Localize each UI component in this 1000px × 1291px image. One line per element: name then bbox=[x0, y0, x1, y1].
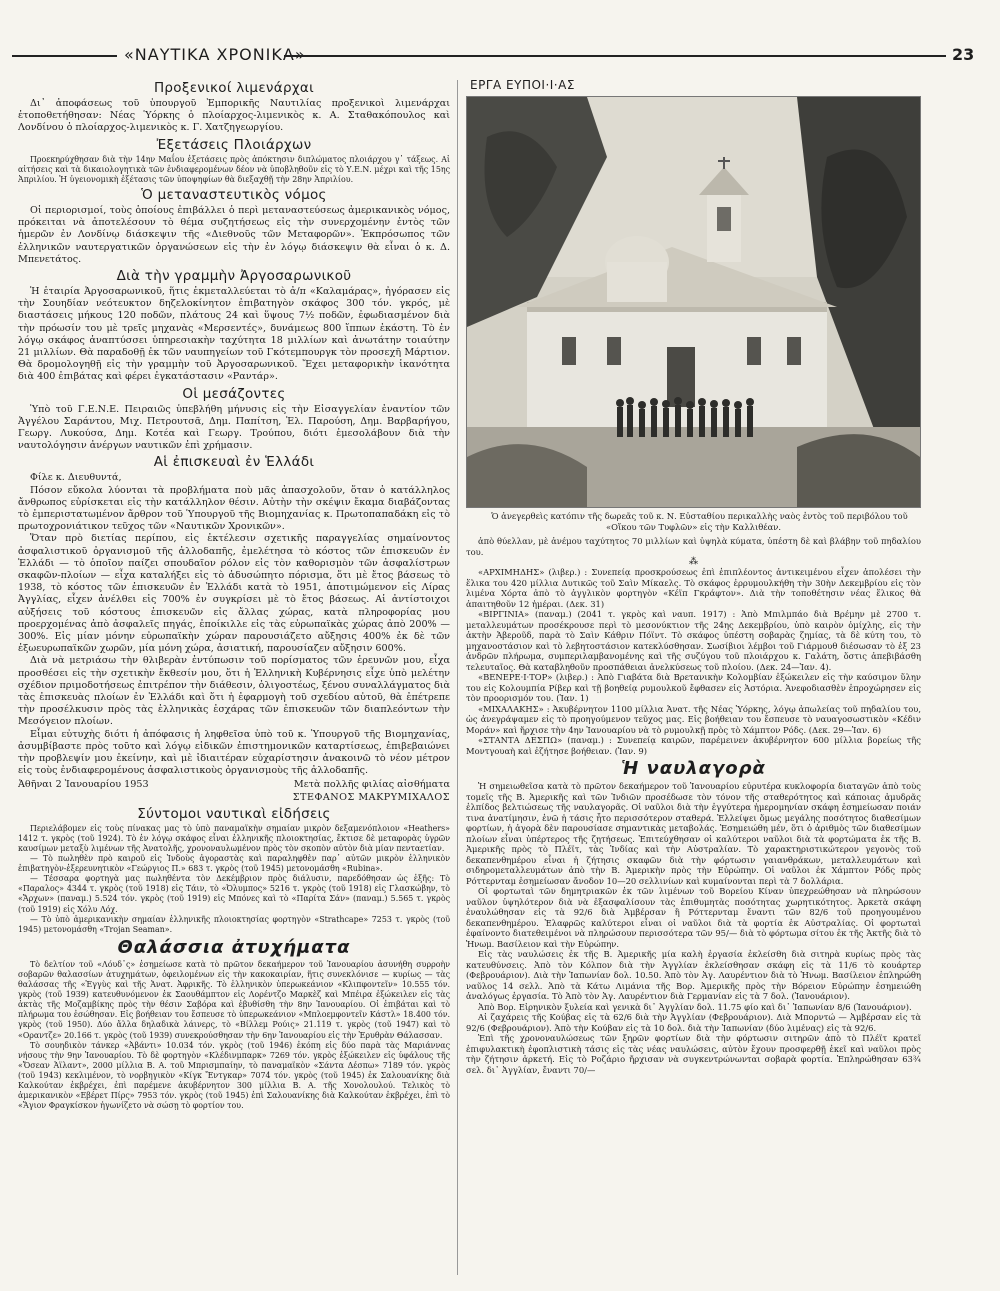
news-item: Περιελάβομεν εἰς τοὺς πίνακας μας τὸ ὑπὸ παναμαϊκὴν σημαίαν μικρὸν δεξαμενόπλοιον «Heathers» 1412 τ. γκρὸς (τοῦ 1924). Τὸ ἐν λόγῳ σκάφος εἶναι ἑλληνικῆς πλοιοκτησίας, ἔκτισε δὲ μεταφορὰς ὑγρῶν καυσίμων μεταξὺ λιμένων τῆς Ἀνατολῆς, χρονοναυλωμένον πρὸς τὸν σκοπὸν αὐτὸν διὰ μίαν πενταετίαν. bbox=[18, 823, 450, 854]
article-body: Ἡ ἑταιρία Ἀργοσαρωνικοῦ, ἥτις ἐκμεταλλεύεται τὸ ἀ/π «Καλαμάρας», ἠγόρασεν εἰς τὴν Σουηδίαν νεότευκτον δηζελοκίνητον ἐπιβατηγὸν σκάφος 300 τόν. γκρός, μὲ διαστάσεις μήκους 120 ποδῶν, πλάτους 24 καὶ ὕψους 7½ ποδῶν, ἐφωδιασμένον διὰ τὴν πρόωσίν του μὲ τρεῖς μηχανὰς «Μερσεντές», δυνάμεως 800 ἵππων ἑκάστη. Τὸ ἐν λόγῳ σκάφος ἀναπτύσσει ὑπηρεσιακὴν ταχύτητα 18 μιλλίων καὶ ἀνωτάτην τοιαύτην 21 μιλλίων. Θὰ παραδοθῇ ἐκ τῶν ναυπηγείων τοῦ Γκότεμπουργκ τὸν προσεχῆ Μάρτιον. Θὰ δρομολογηθῇ εἰς τὴν γραμμὴν τοῦ Ἀργοσαρωνικοῦ. Ἔχει μεταφορικὴν ἱκανότητα διὰ 400 ἐπιβάτας καὶ φέρει ἐγκατάστασιν «Ραντάρ». bbox=[18, 285, 450, 383]
article-exams bbox=[18, 137, 450, 185]
article-title: Θαλάσσια ἀτυχήματα bbox=[117, 936, 351, 958]
article-body: Τὸ δελτίον τοῦ «Λόυδ᾽ς» ἐσημείωσε κατὰ τὸ πρῶτον δεκαήμερον τοῦ Ἰανουαρίου ἀσυνήθη συρροὴν σοβαρῶν θαλασσίων ἀτυχημάτων, ὀφειλομένων εἰς τὴν κακοκαιρίαν, ἥτις συνεκλόνισε — κυρίως — τὰς θαλάσσας τῆς «Ἐγγὺς καὶ τῆς Ἀνατ. Ἀφρικῆς. Τὸ ἑλληνικὸν ὑπερωκεάνιον «Κλιπφοντεῖν» 10.555 τόν. γκρὸς (τοῦ 1939) κατευθυνόμενον ἐκ Σαουθάμπτον εἰς Λορέντζο Μαρκὲζ καὶ Μπέιρα ἐξώκειλεν εἰς τὰς ἀκτὰς τῆς Μοζαμβίκης πρὸς τὴν θέσιν Σαβόρα καὶ ἐβυθίσθη τὴν 8ην Ἰανουαρίου. Οἱ ἐπιβάται καὶ τὸ πλήρωμα του ἐσώθησαν. Εἰς βοήθειαν του ἔσπευσε τὸ ὑπερωκεάνιον «Μπλοεμφοντεῖν Κάστλ» 18.400 τόν. γκρὸς (τοῦ 1950). Δύο ἄλλα δηλαδικὰ λάινερς, τὸ «Βίλλεμ Ρούις» 21.119 τ. γκρὸς (τοῦ 1947) καὶ τὸ «Οραντζε» 20.166 τ. γκρὸς (τοῦ 1939) συνεκρούσθησαν τὴν 6ην Ἰανουαρίου εἰς τὴν Ἐρυθρὰν Θάλασσαν. bbox=[18, 959, 450, 1040]
article-middlemen bbox=[18, 386, 450, 453]
article-consuls bbox=[18, 80, 450, 135]
freight-paragraph: Οἱ φορτωταὶ τῶν δημητριακῶν ἐκ τῶν λιμένων τοῦ Βορείου Κίναν ὑπεχρεώθησαν νὰ πληρώσουν ναῦλον ὑψηλότερον διὰ νὰ ἐξασφαλίσουν τὰς ἐπιθυμητὰς ποσότητας χωρητικότητος. Ἀρκετὰ σκάφη ἐναυλώθησαν εἰς τὰ 92/6 διὰ Ἀμβέρσαν ἢ Ρόττερνταμ ἔναντι τῶν 82/6 τοῦ προηγουμένου δεκαπενθημέρου. Ἐλαφρῶς καλύτεροι εἶναι οἱ ναῦλοι διὰ τὰ φορτία ἐκ Αὐστραλίας. Οἱ φορτωταὶ ἐφαίνοντο διατεθειμένοι νὰ πληρώσουν περισσότερα τῶν 95/— διὰ τὸ φόρτωμα σίτου ἐκ τῆς Ἀκτῆς διὰ τὸ Ἡνωμ. Βασίλειον καὶ τὴν Εὐρώπην. bbox=[466, 886, 921, 949]
accident-paragraph: «ΒΙΡΓΙΝΙΑ» (παναμ.) (2041 τ. γκρὸς καὶ ναυπ. 1917) : Ἀπὸ Μπιλμπάο διὰ Βρέμην μὲ 2700 τ. μεταλλευμάτων προσέκρουσε περὶ τὸ μεσονύκτιον τῆς 24ης Δεκεμβρίου, ὑπὸ καιρὸν ὁμίχλης, εἰς τὴν ἀκτὴν Ἀβεροῦδ, παρὰ τὸ Σαὶν Κάθριν Πόϊντ. Τὸ σκάφος ὑπέστη σοβαρὰς ζημίας, τὰ δὲ κύτη του, τὸ μηχανοστάσιον καὶ τὸ λεβητοστάσιον κατεκλύσθησαν. Σωσίβιοι λέμβοι τοῦ Γιάρμουθ διέσωσαν τὸ ἐξ 23 ἀνδρῶν πλήρωμα, συμπεριλαμβανομένης καὶ τῆς συζύγου τοῦ πλοιάρχου κ. Γαλάτη, ὅστις ἀπεβιβάσθη τελευταῖος. Θὰ καταβληθοῦν προσπάθειαι ἀνελκύσεως τοῦ πλοίου. (Δεκ. 24—Ἰαν. 4). bbox=[466, 609, 921, 672]
article-sea-accidents bbox=[18, 937, 450, 1111]
asterism: ⁂ bbox=[689, 557, 698, 567]
photo-caption: Ὁ ἀνεγερθεὶς κατόπιν τῆς δωρεᾶς τοῦ κ. Ν. Εὐσταθίου περικαλλὴς ναὸς ἐντὸς τοῦ περιβόλου τοῦ «Οἴκου τῶν Τυφλῶν» εἰς τὴν Καλλιθέαν. bbox=[491, 511, 908, 532]
article-title: Αἱ ἐπισκευαὶ ἐν Ἑλλάδι bbox=[153, 454, 315, 471]
news-item: — Τὸ ὑπὸ ἀμερικανικὴν σημαίαν ἑλληνικῆς πλοιοκτησίας φορτηγὸν «Strathcape» 7253 τ. γκρὸς (τοῦ 1945) μετονομάσθη «Trojan Seaman». bbox=[18, 914, 450, 934]
letter-signature: ΣΤΕΦΑΝΟΣ ΜΑΚΡΥΜΙΧΑΛΟΣ bbox=[292, 791, 450, 803]
letter-paragraph: Εἶμαι εὐτυχὴς διότι ἡ ἀπόφασις ἡ ληφθεῖσα ὑπὸ τοῦ κ. Ὑπουργοῦ τῆς Βιομηχανίας, ἀσυμβίβαστε πρὸς τοῦτο καὶ λόγῳ εἰδικῶν ἐπιστημονικῶν καταρτίσεως, ἐπιβεβαιώνει τὴν προβλεψίν μου ἐκείνην, καὶ μὲ ἰδιαιτέραν εὐχαρίστησιν ἀνακοινῶ τὸ νέον μέτρον εἰς τοὺς ἐνδιαφερομένους ἀσφαλιστικοὺς ὀργανισμοὺς τῆς ἀλλοδαπῆς. bbox=[18, 728, 450, 777]
article-title: Οἱ μεσάζοντες bbox=[182, 385, 286, 402]
letter-closing: Μετὰ πολλῆς φιλίας αἰσθήματα bbox=[293, 779, 450, 791]
article-body: Προεκηρύχθησαν διὰ τὴν 14ην Μαΐου ἐξετάσεις πρὸς ἀπόκτησιν διπλώματος πλοιάρχου γ᾽ τάξεως. Αἱ αἰτήσεις καὶ τὰ δικαιολογητικὰ τῶν ἐνδιαφερομένων δέον νὰ ὑποβληθοῦν εἰς τὸ Υ.Ε.Ν. μέχρι καὶ τῆς 15ης Ἀπριλίου. Ἡ ὑγειονομικὴ ἐξέτασις τῶν ὑποψηφίων θὰ διεξαχθῇ τὴν 28ην Ἀπριλίου. bbox=[18, 154, 450, 184]
accident-paragraph: «ΑΡΧΙΜΗΔΗΣ» (λιβερ.) : Συνεπείᾳ προσκρούσεως ἐπὶ ἐπιπλέοντος ἀντικειμένου εἶχεν ἀπολέσει τὴν ἕλικα του 420 μίλλια Δυτικῶς τοῦ Σαὶν Μίκαελς. Τὸ σκάφος ἐρρυμουλκήθη τὴν 30ὴν Δεκεμβρίου εἰς τὸν λιμένα Χόρτα ἀπὸ τὸ ἀγγλικὸν φορτηγὸν «Κέϊπ Γκράφτον». Διὰ τὴν τοποθέτησιν νέας ἕλικος θὰ ἀπαιτηθοῦν 12 ἡμέραι. (Δεκ. 31) bbox=[466, 567, 921, 609]
freight-paragraph: Ἐπὶ τῆς χρονοναυλώσεως τῶν ξηρῶν φορτίων διὰ τὴν φόρτωσιν σιτηρῶν ἀπὸ τὸ Πλέϊτ κρατεῖ ἐπιφυλακτικὴ ἐφοπλιστικὴ τάσις εἰς τὰς νέας ναυλώσεις, αὐτὸν ἔχουν προσφερθῇ ἐκεῖ καὶ ναῦλοι πρὸς τὴν ζήτησιν ἀρκετή. Εἰς τὸ Ροζάριο ἤρχισαν νὰ συγκεντρώνωνται σοβαρὰ φορτία. Ἐπληρώθησαν 63¾ σελ. δι᾽ Ἀγγλίαν, ἔναντι 70/— bbox=[466, 1033, 921, 1075]
article-body: Τὸ σουηδικὸν τάνκερ «Ἀβάντι» 10.034 τόν. γκρὸς (τοῦ 1946) ἐκόπη εἰς δύο παρὰ τὰς Μαριάννας νήσους τὴν 9ην Ἰανουαρίου. Τὸ δὲ φορτηγὸν «Κλέδινμπαρκ» 7269 τόν. γκρὸς ἐξώκειλεν εἰς ὑφάλους τῆς «Ὄσεαν Ἀϊλαντ», 2000 μίλλια Β. Α. τοῦ Μπρισμπαίην, τὸ παναμαϊκὸν «Σάντα Δέσπω» 7189 τόν. γκρὸς (τοῦ 1943) κεκλιμένον, τὸ νορβηγικὸν «Κίγκ Ἔντγκαρ» 7074 τόν. γκρὸς (τοῦ 1945) ἐκ Σαλουανίκης διὰ Καλκούταν ἐκβρέχει, ἐπὶ παρέμενε ἀκυβέρνητον 300 μίλλια Β. Α. τῆς Χονολουλού. Τελικὸς τὸ ἀμερικανικὸν «Εβέρετ Πίρς» 7953 τόν. γκρὸς (τοῦ 1945) ἐπὶ Σαλουανίκης διὰ Καλκούταν ἐκβρέχει, ἐπὶ τὸ «Ἅγιον Φραγκίσκον ἠγωνίζετο νὰ σώσῃ τὸ φορτίον του. bbox=[18, 1040, 450, 1111]
article-title: Ἡ ναυλαγορὰ bbox=[621, 758, 766, 779]
article-title: Ὁ μεταναστευτικὸς νόμος bbox=[141, 186, 327, 203]
article-repairs-letter bbox=[18, 454, 450, 803]
freight-paragraph: Ἀπὸ Βορ. Εἰρηνικὸν ξυλεία καὶ γενικὰ δι᾽ Ἀγγλίαν δολ. 11.75 φίο καὶ δι᾽ Ἰαπωνίαν 8/6 (Ἰανουάριον). bbox=[478, 1001, 912, 1012]
letter-paragraph: Διὰ νὰ μετριάσω τὴν θλιβερὰν ἐντύπωσιν τοῦ πορίσματος τῶν ἐρευνῶν μου, εἶχα προσθέσει εἰς τὴν σχετικὴν ἔκθεσίν μου, ὅτι ἡ Ἑλληνικὴ Κυβέρνησις εἶχε ὑπὸ μελέτην σχέδιον πριμοδοτήσεως ἐπιτρέπον τὴν διάθεσιν, ὀλιγοστέως, ξένου συναλλάγματος διὰ τὰς ἐπισκευὰς πλοίων ἐν Ἑλλάδι καὶ ὅτι ἡ ἐφαρμογὴ τοῦ σχεδίου αὐτοῦ, θὰ ἐπέτρεπε τὴν προσέλκυσιν πρὸς τὰς ἑλληνικὰς ἐσχάρας τῶν ἐπισκευῶν τῶν διαπλεόντων τὴν Μεσόγειον πλοίων. bbox=[18, 655, 450, 728]
article-short-news bbox=[18, 806, 450, 935]
article-argosaronikos bbox=[18, 268, 450, 384]
letter-closing-line bbox=[18, 779, 450, 791]
article-title: Ἐξετάσεις Πλοιάρχων bbox=[156, 136, 312, 153]
letter-paragraph: Ὅταν πρὸ διετίας περίπου, εἰς ἐκτέλεσιν σχετικῆς παραγγελίας σημαίνοντος ἀσφαλιστικοῦ ὀργανισμοῦ τῆς ἀλλοδαπῆς, ἐμελέτησα τὸ κόστος τῶν ἐπισκευῶν ἐν Ἑλλάδι — τὸ ὁποῖον παίζει σπουδαῖον ρόλον εἰς τὸν καθορισμὸν τῶν ἀσφαλίστρων σκαφῶν-πλοίων — εἶχα καταλήξει εἰς τὸ ἀδυσώπητο πόρισμα, ὅτι μὲ ἔτος βάσεως τὸ 1938, τὸ κόστος τῶν ἐπισκευῶν ἐν Ἑλλάδι κατὰ τὸ 1951, ἀποτιμώμενον εἰς Λίρας Ἀγγλίας, εἶχεν ἀνέλθει εἰς 700% ἐν συγκρίσει μὲ τὸ ἔτος βάσεως. Αἱ ἀντίστοιχοι αὐξήσεις τοῦ κόστους ἐπισκευῶν εἰς ἄλλας χώρας, κατὰ πληροφορίας μου προερχομένας ἀπὸ ἀσφαλεῖς πηγάς, ἐποίκιλλε εἰς τὰς εὐρωπαϊκὰς χώρας ἀπὸ 200% — 300%. Εἰς μίαν μόνην εὐρωπαϊκὴν χώραν παρουσιάζετο αὔξησις 400% ἐκ δὲ τῶν ἐξωευρωπαϊκῶν χωρῶν, μία μόνη χώρα, ἀσιατική, παρουσίαζεν αὔξησιν 600%. bbox=[18, 533, 450, 655]
article-title: Προξενικοί λιμενάρχαι bbox=[153, 80, 314, 96]
article-body: Ὑπὸ τοῦ Γ.Ε.Ν.Ε. Πειραιῶς ὑπεβλήθη μήνυσις εἰς τὴν Εἰσαγγελίαν ἐναντίον τῶν Ἀγγέλου Σαράντου, Μιχ. Πετρουτσᾶ, Δημ. Παπίτση, Ἐλ. Παρούση, Δημ. Βαρβαρήγου, Γεωργ. Λυκούσα, Δημ. Κοτέα καὶ Γεωργ. Τρούπου, διότι ἐμεσολάβουν διὰ τὴν ναυτολόγησιν ἀνέργων ναυτικῶν ἐπὶ χρήμασιν. bbox=[18, 403, 450, 452]
letter-place-date: Ἀθῆναι 2 Ἰανουαρίου 1953 bbox=[18, 779, 149, 791]
freight-paragraph: Αἱ ζαχάρεις τῆς Κούβας εἰς τὰ 62/6 διὰ τὴν Ἀγγλίαν (Φεβρουάριον). Διὰ Μπορντώ — Ἀμβέρσαν εἰς τὰ 92/6 (Φεβρουάριον). Ἀπὸ τὴν Κούβαν εἰς τὰ 10 δολ. διὰ τὴν Ἰαπωνίαν (δύο λιμένας) εἰς τὰ 92/6. bbox=[466, 1012, 921, 1033]
letter-paragraph: Πόσον εὔκολα λύονται τὰ προβλήματα ποὺ μᾶς ἀπασχολοῦν, ὅταν ὁ κατάλληλος ἄνθρωπος εὑρίσκεται εἰς τὴν κατάλληλον θέσιν. Αὐτὴν τὴν σκέψιν ἔκαμα διαβάζοντας τὸ ἐμπεριστατωμένον ἄρθρον τοῦ Ὑπουργοῦ τῆς Βιομηχανίας κ. Πρωτοπαπαδάκη εἰς τὸ πρωτοχρονιάτικον τεῦχος τῶν «Ναυτικῶν Χρονικῶν». bbox=[18, 484, 450, 533]
journal-title: «ΝΑΥΤΙΚΑ ΧΡΟΝΙΚΑ» bbox=[124, 45, 306, 64]
header-rule-left bbox=[12, 55, 117, 57]
running-header bbox=[12, 44, 982, 68]
article-immigration bbox=[18, 187, 450, 266]
right-column bbox=[466, 78, 921, 1278]
freight-paragraph: Εἰς τὰς ναυλώσεις ἐκ τῆς Β. Ἀμερικῆς μία καλὴ ἐργασία ἐκλείσθη διὰ σιτηρὰ κυρίως πρὸς τὰς κατευθύνσεις. Ἀπὸ τὸν Κόλπον διὰ τὴν Ἀγγλίαν ἐκλείσθησαν σκάφη εἰς τὰ 11/6 τὸ κουάρτερ (Φεβρουάριον). Διὰ τὴν Ἰαπωνίαν δολ. 10.50. Ἀπὸ τὸν Ἀγ. Λαυρέντιον διὰ τὸ Ἡνωμ. Βασίλειον ἐπληρώθη ναῦλος 14 σελλ. Ἀπὸ τὰ Κάτω Λιμάνια τῆς Βορ. Ἀμερικῆς πρὸς τὴν Βόρειον Εὐρώπην ἐσημειώθη ἀναλόγως ἐργασία. Τὸ Ἀπὸ τὸν Ἀγ. Λαυρέντιον διὰ Γερμανίαν εἰς τὰ 7 δολ. (Ἰανουάριον). bbox=[466, 949, 921, 1001]
news-item: — Τὸ πωληθὲν πρὸ καιροῦ εἰς Ἰνδοὺς ἀγοραστὰς καὶ παραληφθὲν παρ᾽ αὐτῶν μικρὸν ἑλληνικὸν ἐπιβατηγὸν-ἐξερευνητικὸν «Γεώργιος Π.» 683 τ. γκρὸς (τοῦ 1945) μετονομάσθη «Rubina». bbox=[18, 854, 450, 874]
column-divider bbox=[457, 80, 458, 1275]
accident-paragraph: «ΒΕΝΕΡΕ·Ι·ΤΟΡ» (λιβερ.) : Ἀπὸ Γιαβάτα διὰ Βρετανικὴν Κολομβίαν ἐξώκειλεν εἰς τὴν καύσιμον ὕλην του εἰς Κολουμπία Ρίβερ καὶ τῇ βοηθείᾳ ρυμουλκοῦ ἔφθασεν εἰς Ἀστόρια. Ἀνεφοδιασθὲν ἐπροχώρησεν εἰς τὸν προορισμόν του. (Ἰαν. 1) bbox=[466, 672, 921, 703]
church-photo-drawing bbox=[467, 97, 920, 507]
letter-greeting: Φίλε κ. Διευθυντά, bbox=[30, 472, 122, 484]
accident-paragraph: «ΜΙΧΑΛΑΚΗΣ» : Ἀκυβέρνητον 1100 μίλλια Ἀνατ. τῆς Νέας Ὑόρκης, λόγῳ ἀπωλείας τοῦ πηδαλίου του, ὡς ἀνεγράψαμεν εἰς τὸ προηγούμενον τεῦχος μας. Εἰς βοήθειαν του ἔσπευσε τὸ ναυαγοσωστικὸν «Κέδιν Μοράν» καὶ ἤρχισε τὴν 4ην Ἰανουαρίου νὰ τὸ ρυμουλκῇ πρὸς τὸ Χάμπτον Ρόδς. (Δεκ. 29—Ἰαν. 6) bbox=[466, 703, 921, 735]
article-body: Οἱ περιορισμοί, τοὺς ὁποίους ἐπιβάλλει ὁ περὶ μεταναστεύσεως ἀμερικανικὸς νόμος, πρόκειται νὰ ἀποτελέσουν τὸ θέμα συζητήσεως εἰς τὴν συνερχομένην ἐντὸς τῶν ἡμερῶν ἐν Λονδίνῳ διάσκεψιν τῆς «Διεθνοῦς τῶν Μεταφορῶν». Ἐκπρόσωπος τῶν ἑλληνικῶν ναυτεργατικῶν ὀργανώσεων εἰς τὴν ἐν λόγῳ διάσκεψιν θὰ εἶναι ὁ κ. Δ. Μπενετάτος. bbox=[18, 204, 450, 265]
freight-paragraph: Ἡ σημειωθεῖσα κατὰ τὸ πρῶτον δεκαήμερον τοῦ Ἰανουαρίου εὐρυτέρα κυκλοφορία διαταγῶν ἀπὸ τοὺς τομεῖς τῆς Β. Ἀμερικῆς καὶ τῶν Ἰνδιῶν προσέδωσε τὸν τόνον τῆς σταθερότητος καὶ κάποιας ἀμυδρᾶς ἐλπίδος βελτιώσεως τῆς ναυλαγορᾶς. Οἱ ναῦλοι διὰ τὴν ἐγγύτερα ἡμερομηνίαν σκάφη ἐσημείωσαν ποιάν τινα ἀνατίμησιν, ἐνῶ ἡ τάσις ἦτο περισσότερον σταθερά. Ἐλλείψει ὅμως μεγάλης ποσότητος διαθεσίμων φορτίων, ἡ ἀγορὰ δὲν παρουσίασε σημαντικὰς μεταβολάς. Ἐσημειώθη μέν, ὅτι ὁ ἀριθμὸς τῶν διαθεσίμων πλοίων εἶναι ὑπέρτερος τῆς ζητήσεως. Ἐπιτεύχθησαν οἱ καλύτεροι ναῦλοι διὰ τὰ φορτώματα ἐκ τῆς Β. Ἀμερικῆς πρὸς τὸ Πλέϊτ, τὰς Ἰνδίας καὶ τὴν Αὐστραλίαν. Τὸ χαρακτηριστικώτερον γεγονὸς τοῦ δεκαπενθημέρου εἶναι ἡ ζήτησις σκαφῶν διὰ τὴν φόρτωσιν γαιανθράκων, μεταλλευμάτων καὶ σιδηρομεταλλευμάτων ἀπὸ τὴν Β. Ἀμερικὴν πρὸς τὴν Εὐρώπην. Οἱ ναῦλοι ἐκ Χάμπτον Ρόδς πρὸς Ρόττερνταμ ἐσημείωσαν ἄνοδον 10—20 σελλινίων καὶ κυμαίνονται περὶ τὰ 7 δολλάρια. bbox=[466, 781, 921, 886]
news-item: — Τέσσαρα φορτηγὰ μας πωληθέντα τὸν Δεκέμβριον πρὸς διάλυσιν, παρεδόθησαν ὡς ἑξῆς: Τὸ «Παραλος» 4344 τ. γκρὸς (τοῦ 1918) εἰς Τάιν, τὸ «Ὀλυμπος» 5216 τ. γκρὸς (τοῦ 1918) εἰς Γλασκώβην, τὸ «Ἄρχων» (παναμ.) 5.524 τόν. γκρὸς (τοῦ 1919) εἰς Μπόνες καὶ τὸ «Παρίτα Σάν» (παναμ.) 5.565 τ. γκρὸς (τοῦ 1919) εἰς Χόλυ Λόχ. bbox=[18, 874, 450, 914]
article-title: Σύντομοι ναυτικαὶ εἰδήσεις bbox=[137, 805, 331, 822]
page-number: 23 bbox=[952, 45, 975, 64]
accident-paragraph: «ΣΤΑΝΤΑ ΔΕΣΠΩ» (παναμ.) : Συνεπείᾳ καιρῶν, παρέμεινεν ἀκυβέρνητον 600 μίλλια βορείως τῆς Μοντγουαὴ καὶ ἐζήτησε βοήθειαν. (Ἰαν. 9) bbox=[466, 735, 921, 756]
accident-paragraph: ἀπὸ θύελλαν, μὲ ἀνέμου ταχύτητος 70 μιλλίων καὶ ὑψηλὰ κύματα, ὑπέστη δὲ καὶ βλάβην τοῦ πηδαλίου του. bbox=[466, 536, 921, 557]
article-title: Διὰ τὴν γραμμὴν Ἀργοσαρωνικοῦ bbox=[116, 267, 352, 284]
left-column bbox=[18, 78, 450, 1278]
article-body: Δι᾽ ἀποφάσεως τοῦ ὑπουργοῦ Ἐμπορικῆς Ναυτιλίας προξενικοὶ λιμενάρχαι ἐτοποθετήθησαν: Νέας Ὑόρκης ὁ πλοίαρχος-λιμενικὸς κ. Α. Σταθακόπουλος καὶ Λονδίνου ὁ πλοίαρχος-λιμενικὸς κ. Γ. Χατζηγεωργίου. bbox=[18, 98, 450, 134]
church-photo bbox=[466, 96, 921, 508]
header-rule-right bbox=[284, 55, 946, 57]
section-label: ΕΡΓΑ ΕΥΠΟΙ·Ι·ΑΣ bbox=[470, 78, 575, 92]
